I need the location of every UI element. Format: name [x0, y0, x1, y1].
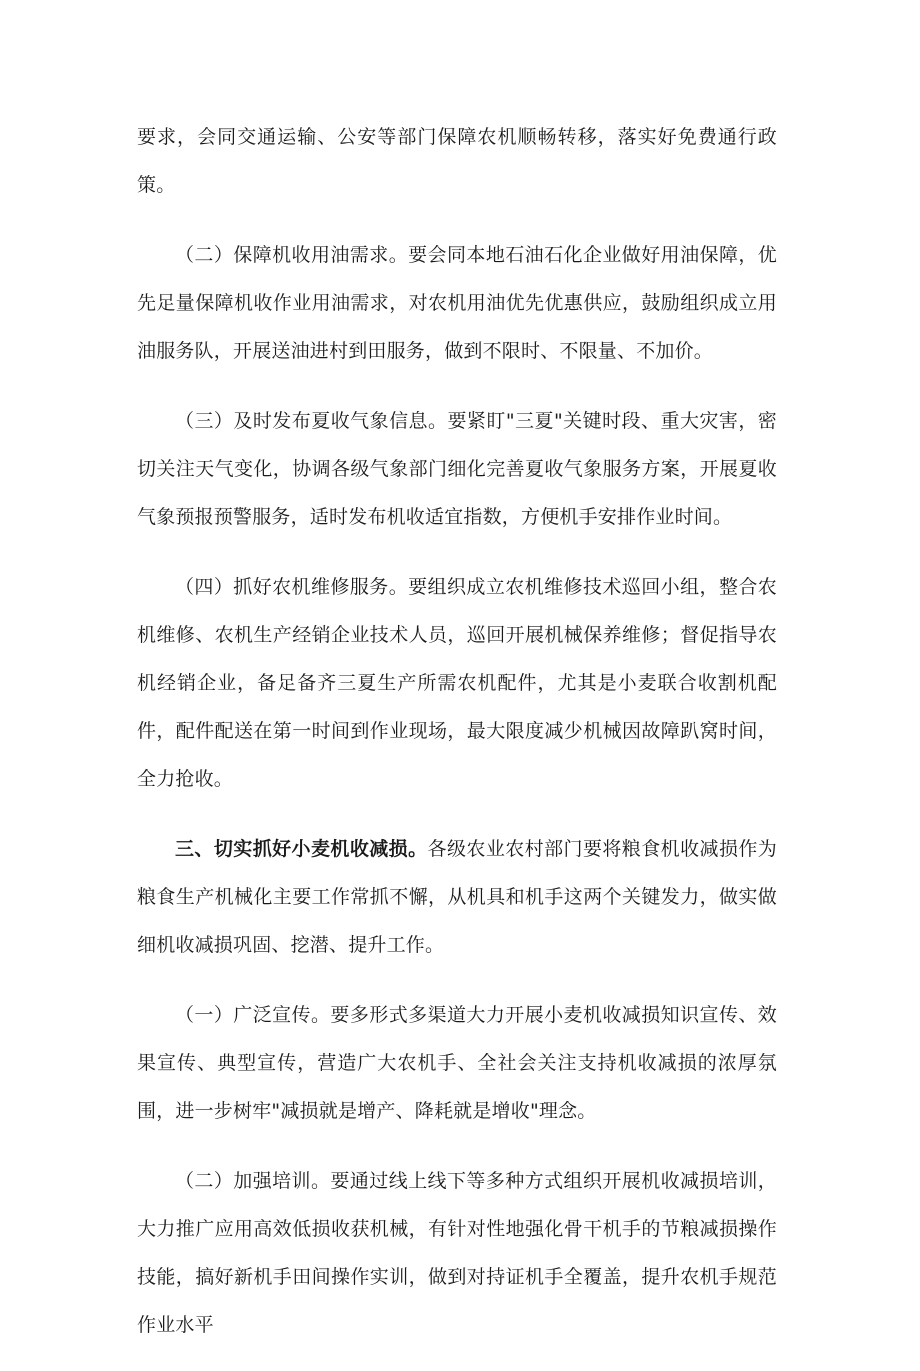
paragraph-7-text: （二）加强培训。要通过线上线下等多种方式组织开展机收减损培训，大力推广应用高效低损收获机械，有针对性地强化骨干机手的节粮减损操作技能，搞好新机手田间操作实训，做到对持证机手全覆盖，提升农机手规范作业水平 — [137, 1170, 777, 1336]
paragraph-3 — [137, 397, 777, 541]
section-heading-body: 各级农业农村部门要将粮食机收减损作为粮食生产机械化主要工作常抓不懈，从机具和机手这两个关键发力，做实做细机收减损巩固、挖潜、提升工作。 — [137, 838, 777, 956]
paragraph-7 — [137, 1157, 777, 1349]
section-heading: 三、切实抓好小麦机收减损。 — [175, 838, 428, 860]
paragraph-6 — [137, 991, 777, 1135]
paragraph-1-text: 要求，会同交通运输、公安等部门保障农机顺畅转移，落实好免费通行政策。 — [137, 126, 777, 196]
paragraph-4-text: （四）抓好农机维修服务。要组织成立农机维修技术巡回小组，整合农机维修、农机生产经销企业技术人员，巡回开展机械保养维修；督促指导农机经销企业，备足备齐三夏生产所需农机配件，尤其是小麦联合收割机配件，配件配送在第一时间到作业现场，最大限度减少机械因故障趴窝时间，全力抢收。 — [137, 576, 777, 790]
document-page — [137, 113, 777, 1371]
paragraph-1 — [137, 113, 777, 209]
paragraph-2-text: （二）保障机收用油需求。要会同本地石油石化企业做好用油保障，优先足量保障机收作业用油需求，对农机用油优先优惠供应，鼓励组织成立用油服务队，开展送油进村到田服务，做到不限时、不限量、不加价。 — [137, 244, 777, 362]
paragraph-3-text: （三）及时发布夏收气象信息。要紧盯"三夏"关键时段、重大灾害，密切关注天气变化，协调各级气象部门细化完善夏收气象服务方案，开展夏收气象预报预警服务，适时发布机收适宜指数，方便机手安排作业时间。 — [137, 410, 777, 528]
section-heading-paragraph — [137, 825, 777, 969]
paragraph-4 — [137, 563, 777, 803]
paragraph-2 — [137, 231, 777, 375]
paragraph-6-text: （一）广泛宣传。要多形式多渠道大力开展小麦机收减损知识宣传、效果宣传、典型宣传，营造广大农机手、全社会关注支持机收减损的浓厚氛围，进一步树牢"减损就是增产、降耗就是增收"理念。 — [137, 1004, 777, 1122]
